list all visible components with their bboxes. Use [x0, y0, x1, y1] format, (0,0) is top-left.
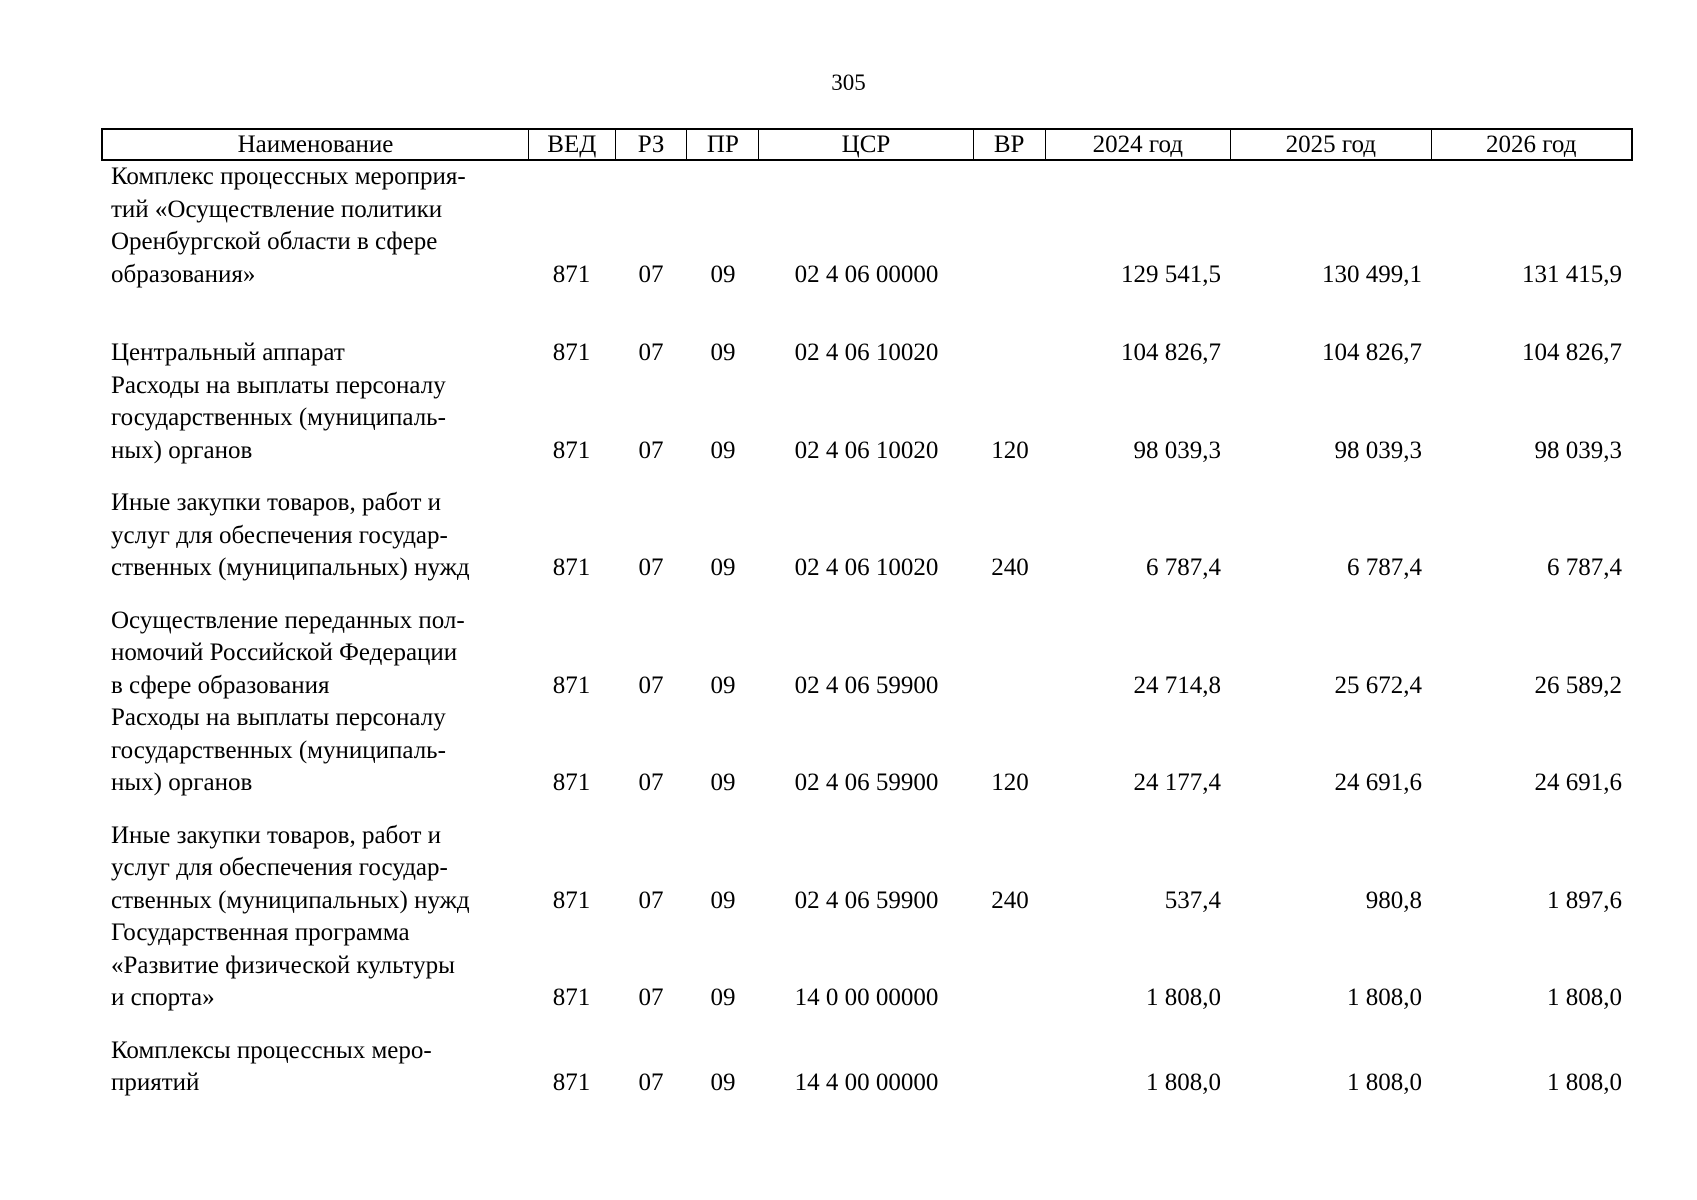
row-2026: 6 787,4	[1547, 554, 1622, 581]
row-rz: 07	[638, 339, 664, 366]
row-2025: 25 672,4	[1334, 671, 1422, 699]
row-2026: 26 589,2	[1534, 671, 1622, 699]
row-2026: 1 808,0	[1547, 1069, 1622, 1096]
table-row	[101, 702, 1633, 800]
row-pr: 09	[710, 984, 736, 1011]
table-row	[101, 370, 1633, 468]
row-rz: 07	[638, 769, 664, 796]
row-rz: 07	[638, 1069, 664, 1096]
row-rz: 07	[638, 554, 664, 581]
table-row	[101, 820, 1633, 918]
row-name: Иные закупки товаров, работ и услуг для обеспечения государ- ственных (муниципальных) нужд	[111, 489, 470, 581]
header-rz: РЗ	[616, 130, 688, 159]
row-csr: 02 4 06 00000	[794, 260, 939, 288]
table-row	[101, 1035, 1633, 1100]
row-ved: 871	[552, 671, 591, 699]
header-vr: ВР	[974, 130, 1046, 159]
table-row	[101, 917, 1633, 1015]
row-2025: 24 691,6	[1334, 769, 1422, 796]
row-ved: 871	[552, 984, 591, 1011]
table-row	[101, 487, 1633, 585]
row-name: Комплексы процессных меро- приятий	[111, 1036, 432, 1096]
row-ved: 871	[552, 886, 591, 914]
row-csr: 02 4 06 10020	[794, 436, 939, 464]
row-2024: 104 826,7	[1121, 339, 1221, 366]
row-2025: 98 039,3	[1334, 436, 1422, 464]
table-row	[101, 337, 1633, 370]
row-ved: 871	[552, 339, 591, 366]
row-csr: 02 4 06 59900	[794, 886, 939, 914]
row-name: Государственная программа «Развитие физической культуры и спорта»	[111, 919, 455, 1011]
header-2024: 2024 год	[1046, 130, 1232, 159]
row-2026: 24 691,6	[1534, 769, 1622, 796]
row-2025: 104 826,7	[1322, 339, 1422, 366]
row-name: Иные закупки товаров, работ и услуг для обеспечения государ- ственных (муниципальных) нужд	[111, 821, 470, 914]
row-2024: 24 177,4	[1133, 769, 1221, 796]
header-name: Наименование	[103, 130, 529, 159]
row-pr: 09	[710, 769, 736, 796]
table-body	[101, 161, 1633, 1100]
row-ved: 871	[552, 436, 591, 464]
row-2024: 98 039,3	[1133, 436, 1221, 464]
row-name: Расходы на выплаты персоналу государственных (муниципаль- ных) органов	[111, 704, 446, 796]
row-2024: 129 541,5	[1121, 260, 1221, 288]
row-2025: 130 499,1	[1322, 260, 1422, 288]
row-2026: 1 808,0	[1547, 984, 1622, 1011]
row-csr: 14 4 00 00000	[794, 1069, 939, 1096]
row-pr: 09	[710, 339, 736, 366]
row-csr: 02 4 06 10020	[794, 339, 939, 366]
header-csr: ЦСР	[759, 130, 973, 159]
row-ved: 871	[552, 1069, 591, 1096]
row-rz: 07	[638, 436, 664, 464]
row-2025: 1 808,0	[1347, 984, 1422, 1011]
row-2024: 24 714,8	[1133, 671, 1221, 699]
row-rz: 07	[638, 886, 664, 914]
row-vr: 120	[991, 769, 1029, 796]
header-pr: ПР	[687, 130, 759, 159]
row-ved: 871	[552, 554, 591, 581]
page-number: 305	[831, 70, 866, 95]
row-pr: 09	[710, 436, 736, 464]
row-pr: 09	[710, 1069, 736, 1096]
row-2026: 131 415,9	[1522, 260, 1622, 288]
table-row	[101, 605, 1633, 703]
row-2024: 6 787,4	[1146, 554, 1221, 581]
table-row	[101, 161, 1633, 291]
row-rz: 07	[638, 984, 664, 1011]
table-header	[101, 128, 1633, 161]
row-vr: 120	[991, 436, 1029, 464]
header-2026: 2026 год	[1486, 131, 1577, 158]
row-2024: 1 808,0	[1146, 984, 1221, 1011]
row-pr: 09	[710, 260, 736, 288]
row-pr: 09	[710, 554, 736, 581]
row-csr: 02 4 06 10020	[794, 554, 939, 581]
row-2025: 6 787,4	[1347, 554, 1422, 581]
row-csr: 02 4 06 59900	[794, 671, 939, 699]
row-2025: 980,8	[1365, 886, 1422, 914]
row-2024: 537,4	[1164, 886, 1221, 914]
row-pr: 09	[710, 886, 736, 914]
row-pr: 09	[710, 671, 736, 699]
row-2024: 1 808,0	[1146, 1069, 1221, 1096]
row-2025: 1 808,0	[1347, 1069, 1422, 1096]
row-name: Комплекс процессных мероприя- тий «Осуществление политики Оренбургской области в сфере образования»	[111, 163, 466, 288]
row-csr: 02 4 06 59900	[794, 769, 939, 796]
row-2026: 1 897,6	[1547, 886, 1622, 914]
row-csr: 14 0 00 00000	[794, 984, 939, 1011]
row-vr: 240	[991, 886, 1029, 914]
row-vr: 240	[991, 554, 1029, 581]
row-rz: 07	[638, 671, 664, 699]
row-name: Осуществление переданных пол- номочий Российской Федерации в сфере образования	[111, 606, 465, 699]
header-ved: ВЕД	[529, 130, 616, 159]
row-2026: 104 826,7	[1522, 339, 1622, 366]
row-ved: 871	[552, 769, 591, 796]
header-2025: 2025 год	[1231, 130, 1431, 159]
row-ved: 871	[552, 260, 591, 288]
row-name: Центральный аппарат	[111, 339, 345, 366]
row-rz: 07	[638, 260, 664, 288]
row-name: Расходы на выплаты персоналу государственных (муниципаль- ных) органов	[111, 371, 446, 464]
row-2026: 98 039,3	[1534, 436, 1622, 464]
